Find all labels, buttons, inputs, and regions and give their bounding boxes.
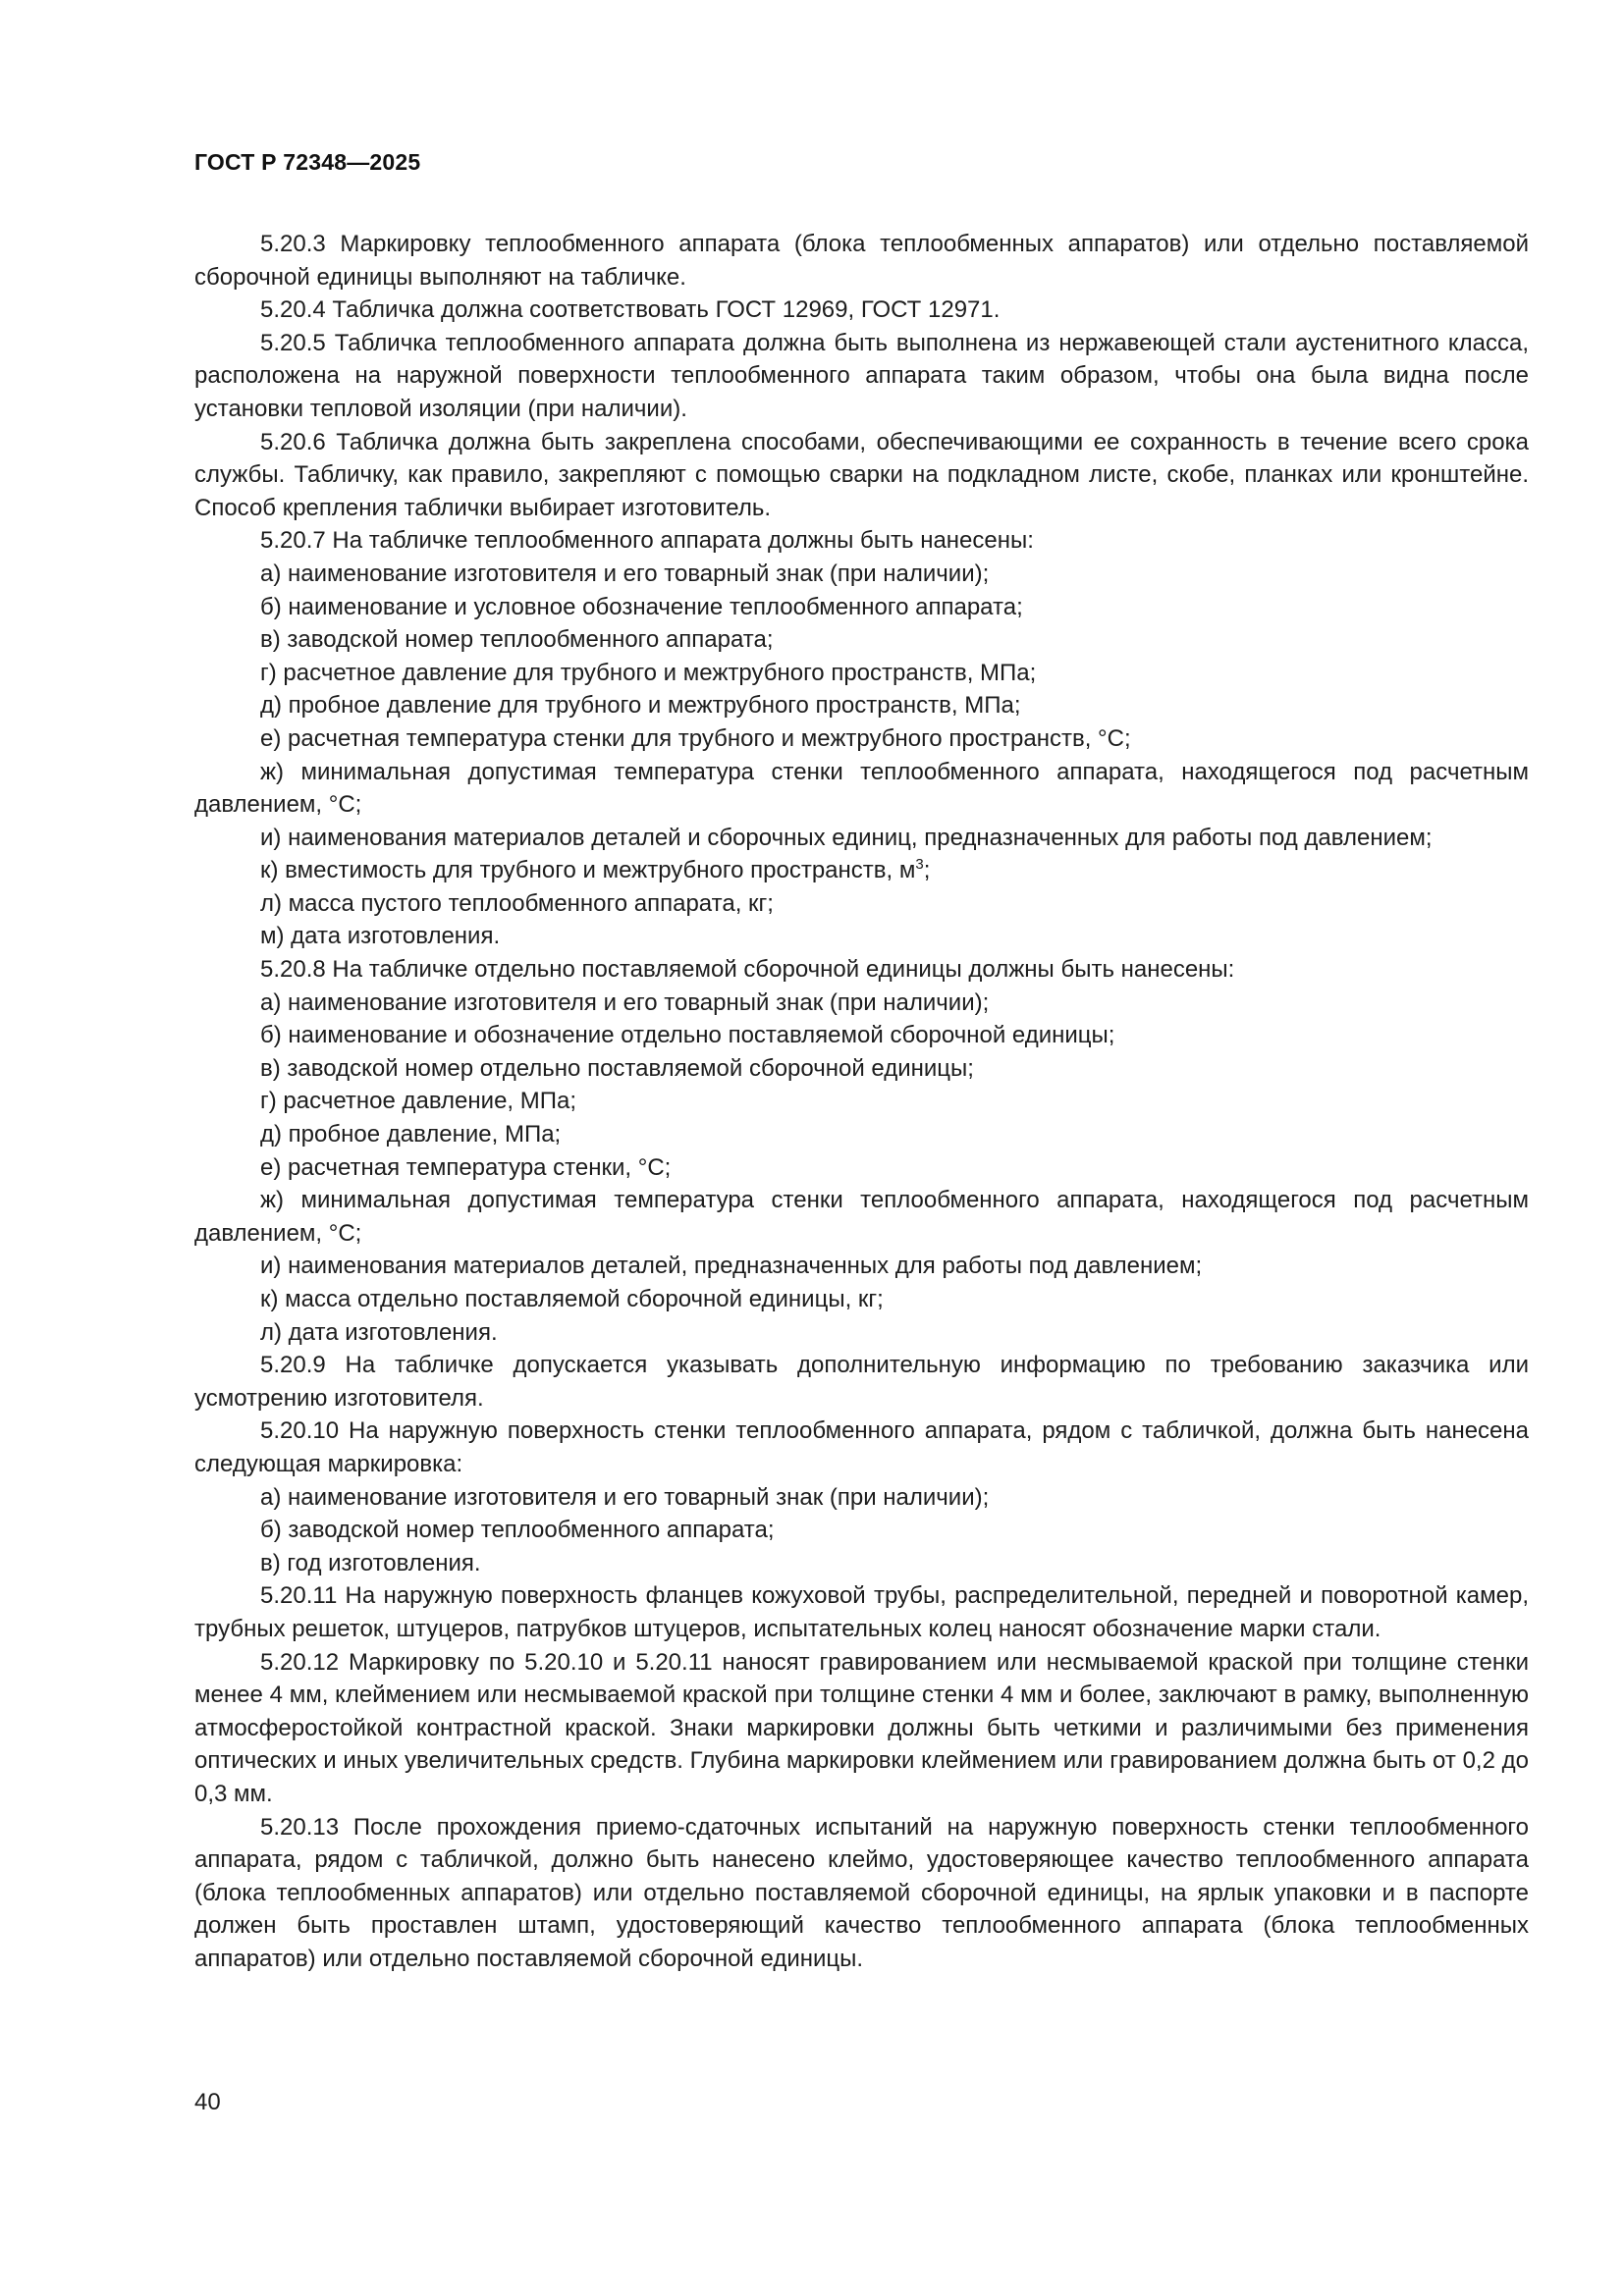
list-item: б) наименование и обозначение отдельно поставляемой сборочной единицы;	[260, 1022, 1115, 1049]
list-item: г) расчетное давление, МПа;	[260, 1088, 577, 1115]
list-item: д) пробное давление для трубного и межтрубного пространств, МПа;	[260, 692, 1021, 720]
list-item: в) заводской номер теплообменного аппарата;	[260, 626, 774, 654]
paragraph-5-20-4: 5.20.4 Табличка должна соответствовать ГОСТ 12969, ГОСТ 12971.	[260, 296, 1001, 324]
list-item-volume-text: к) вместимость для трубного и межтрубного пространств, м	[260, 857, 916, 884]
paragraph-5-20-6: 5.20.6 Табличка должна быть закреплена способами, обеспечивающими ее сохранность в течение всего срока службы. Табличку, как правило, закрепляют с помощью сварки на подкладном листе, скобе, планках или кронштейне. Способ крепления таблички выбирает изготовитель.	[194, 428, 1529, 521]
list-item-volume-tail: ;	[923, 857, 931, 884]
superscript: 3	[915, 856, 924, 874]
page-number: 40	[194, 2089, 221, 2115]
list-item: м) дата изготовления.	[260, 923, 501, 950]
list-item: л) масса пустого теплообменного аппарата, кг;	[260, 889, 774, 917]
paragraph-5-20-10: 5.20.10 На наружную поверхность стенки теплообменного аппарата, рядом с табличкой, должна быть нанесена следующая маркировка:	[194, 1417, 1529, 1477]
paragraph-5-20-8: 5.20.8 На табличке отдельно поставляемой сборочной единицы должны быть нанесены:	[260, 956, 1235, 984]
list-item: б) заводской номер теплообменного аппарата;	[260, 1517, 775, 1544]
list-item: д) пробное давление, МПа;	[260, 1121, 562, 1148]
list-item: г) расчетное давление для трубного и межтрубного пространств, МПа;	[260, 659, 1037, 686]
list-item: б) наименование и условное обозначение теплообменного аппарата;	[260, 593, 1023, 620]
document-body	[194, 228, 1529, 1975]
list-item: в) заводской номер отдельно поставляемой сборочной единицы;	[260, 1054, 974, 1082]
list-item: л) дата изготовления.	[260, 1318, 498, 1346]
list-item: е) расчетная температура стенки, °С;	[260, 1153, 672, 1181]
paragraph-5-20-11: 5.20.11 На наружную поверхность фланцев кожуховой трубы, распределительной, передней и поворотной камер, трубных решеток, штуцеров, патрубков штуцеров, испытательных колец наносят обозначение марки стали.	[194, 1582, 1529, 1642]
list-item: и) наименования материалов деталей и сборочных единиц, предназначенных для работы под давлением;	[260, 824, 1433, 851]
list-item: и) наименования материалов деталей, предназначенных для работы под давлением;	[260, 1253, 1203, 1280]
paragraph-5-20-3: 5.20.3 Маркировку теплообменного аппарата (блока теплообменных аппаратов) или отдельно поставляемой сборочной единицы выполняют на табличке.	[194, 231, 1529, 291]
document-header: ГОСТ Р 72348—2025	[194, 149, 421, 175]
paragraph-5-20-7: 5.20.7 На табличке теплообменного аппарата должны быть нанесены:	[260, 527, 1034, 555]
list-item: ж) минимальная допустимая температура стенки теплообменного аппарата, находящегося под расчетным давлением, °С;	[194, 758, 1529, 819]
paragraph-5-20-9: 5.20.9 На табличке допускается указывать дополнительную информацию по требованию заказчика или усмотрению изготовителя.	[194, 1352, 1529, 1412]
list-item: а) наименование изготовителя и его товарный знак (при наличии);	[260, 1483, 990, 1511]
list-item-volume	[194, 854, 1529, 887]
paragraph-5-20-12: 5.20.12 Маркировку по 5.20.10 и 5.20.11 наносят гравированием или несмываемой краской при толщине стенки менее 4 мм, клеймением или несмываемой краской при толщине стенки 4 мм и более, заключают в рамку, выполненную атмосферостойкой контрастной краской. Знаки маркировки должны быть четкими и различимыми без применения оптических и иных увеличительных средств. Глубина маркировки клеймением или гравированием должна быть от 0,2 до 0,3 мм.	[194, 1648, 1529, 1807]
paragraph-5-20-5: 5.20.5 Табличка теплообменного аппарата должна быть выполнена из нержавеющей стали аустенитного класса, расположена на наружной поверхности теплообменного аппарата таким образом, чтобы она была видна после установки тепловой изоляции (при наличии).	[194, 329, 1529, 422]
list-item: ж) минимальная допустимая температура стенки теплообменного аппарата, находящегося под расчетным давлением, °С;	[194, 1187, 1529, 1247]
list-item: в) год изготовления.	[260, 1549, 481, 1576]
list-item: а) наименование изготовителя и его товарный знак (при наличии);	[260, 560, 990, 587]
list-item: е) расчетная температура стенки для трубного и межтрубного пространств, °С;	[260, 724, 1131, 752]
list-item: а) наименование изготовителя и его товарный знак (при наличии);	[260, 988, 990, 1016]
list-item: к) масса отдельно поставляемой сборочной единицы, кг;	[260, 1286, 884, 1312]
paragraph-5-20-13: 5.20.13 После прохождения приемо-сдаточных испытаний на наружную поверхность стенки теплообменного аппарата, рядом с табличкой, должно быть нанесено клеймо, удостоверяющее качество теплообменного аппарата (блока теплообменных аппаратов) или отдельно поставляемой сборочной единицы, на ярлык упаковки и в паспорте должен быть проставлен штамп, удостоверяющий качество теплообменного аппарата (блока теплообменных аппаратов) или отдельно поставляемой сборочной единицы.	[194, 1813, 1529, 1972]
